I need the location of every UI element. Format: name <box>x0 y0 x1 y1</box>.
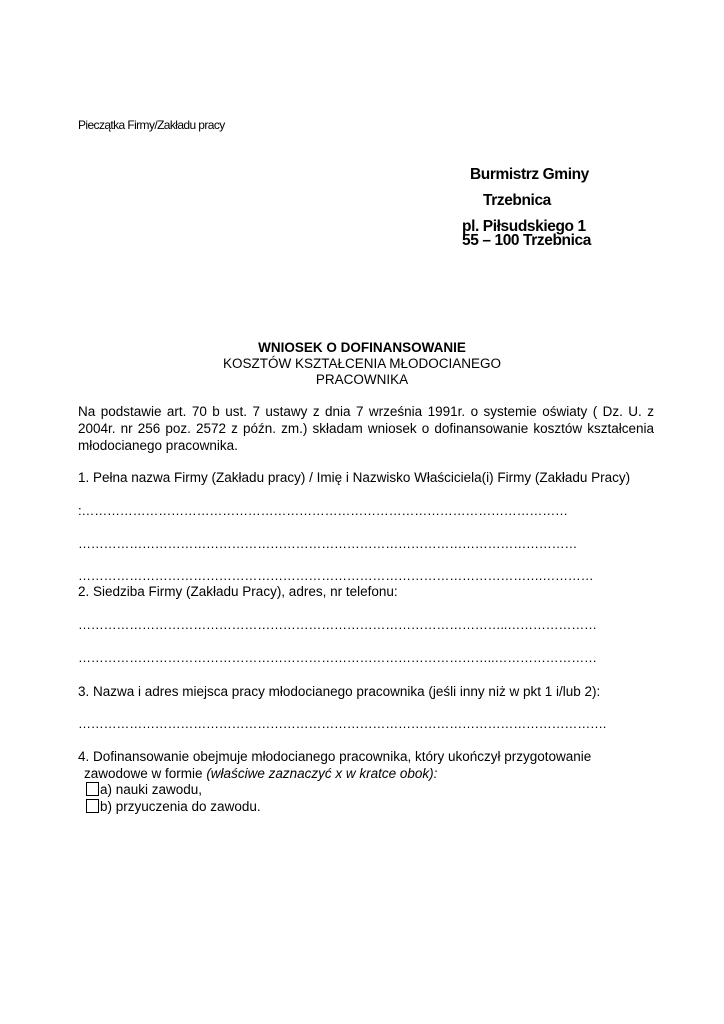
question-1-fill-line-3[interactable]: ……………………………………………………………………………………………….………… <box>78 568 594 583</box>
recipient-line-1: Burmistrz Gminy <box>470 166 589 183</box>
question-2-fill-line-2[interactable]: ……………………………………………………………………………………..…………………… <box>78 650 597 665</box>
option-a-row <box>86 782 202 797</box>
question-3-fill-line-1[interactable]: ……………………………………………………………………………………………………………. <box>78 716 607 731</box>
section-4-text <box>78 748 654 782</box>
company-stamp-label: Pieczątka Firmy/Zakładu pracy <box>78 118 225 132</box>
option-b-label: b) przyuczenia do zawodu. <box>100 799 261 814</box>
recipient-line-2: Trzebnica <box>483 192 551 209</box>
option-b-row <box>86 799 261 814</box>
section-4-text-a: 4. Dofinansowanie obejmuje młodocianego pracownika, który ukończył przygotowanie <box>78 749 592 764</box>
option-a-label: a) nauki zawodu, <box>100 782 203 797</box>
document-title-line-3: PRACOWNIKA <box>315 372 409 387</box>
intro-paragraph: Na podstawie art. 70 b ust. 7 ustawy z dnia 7 września 1991r. o systemie oświaty ( Dz. U. z 2004r. nr 256 poz. 2572 z późn. zm.) składam wniosek o dofinansowanie kosztów kształcenia młodocianego pracownika. <box>78 404 654 453</box>
recipient-line-4: 55 – 100 Trzebnica <box>462 232 591 249</box>
recipient-line-3: pl. Piłsudskiego 1 <box>462 218 586 235</box>
question-1-label: 1. Pełna nazwa Firmy (Zakładu pracy) / Imię i Nazwisko Właściciela(i) Firmy (Zakładu Pracy) <box>78 470 631 485</box>
question-1-fill-line-1[interactable]: :…………………………………………………………………………………………………… <box>78 503 568 518</box>
option-a-checkbox[interactable] <box>86 782 99 796</box>
section-4-hint: (właściwe zaznaczyć x w kratce obok): <box>206 766 438 781</box>
document-title-line-1: WNIOSEK O DOFINANSOWANIE <box>258 340 466 355</box>
question-1-fill-line-2[interactable]: ……………………………………………………………………………………………………… <box>78 536 578 551</box>
document-title-line-2: KOSZTÓW KSZTAŁCENIA MŁODOCIANEGO <box>222 356 502 371</box>
question-3-label: 3. Nazwa i adres miejsca pracy młodocianego pracownika (jeśli inny niż w pkt 1 i/lub 2): <box>78 684 601 699</box>
question-2-fill-line-1[interactable]: ………………………………………………………………………………………..………………… <box>78 617 597 632</box>
question-2-label: 2. Siedziba Firmy (Zakładu Pracy), adres, nr telefonu: <box>78 584 398 599</box>
section-4-text-b: zawodowe w formie <box>84 766 203 781</box>
option-b-checkbox[interactable] <box>86 799 99 813</box>
